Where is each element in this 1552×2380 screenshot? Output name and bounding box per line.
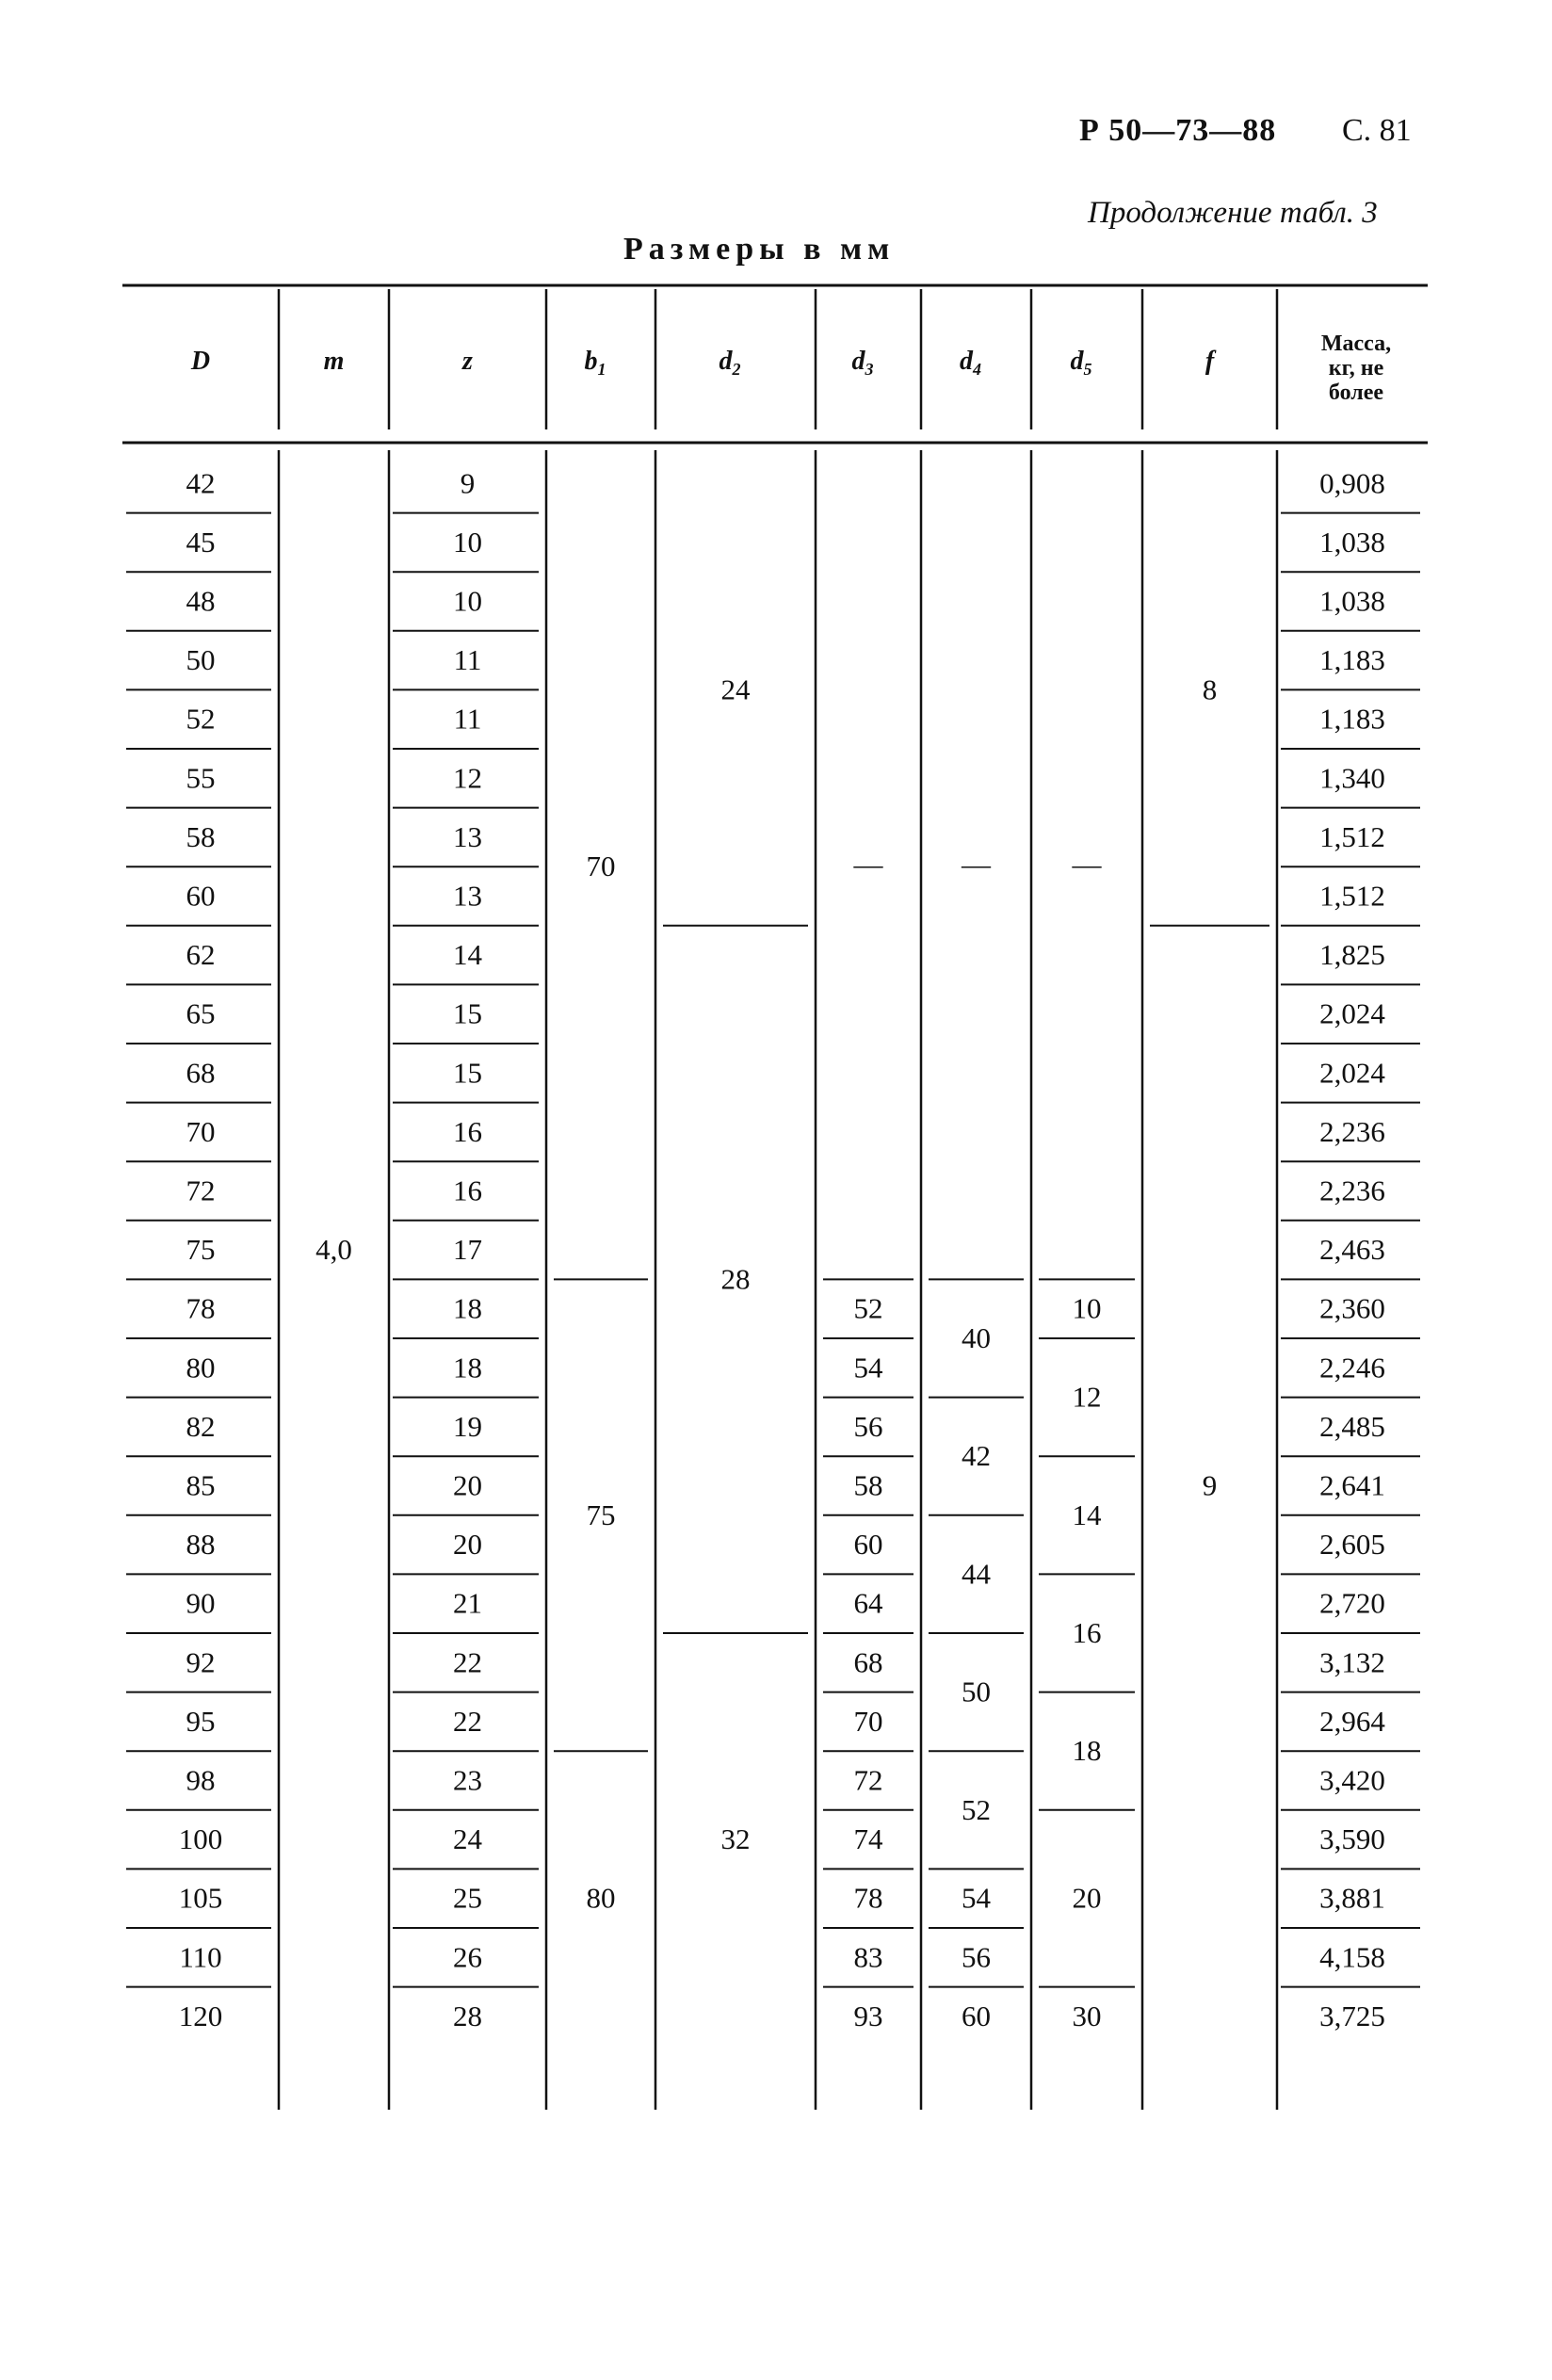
cell-mass: 2,463 (1319, 1233, 1385, 1267)
cell-mass: 3,881 (1319, 1881, 1385, 1915)
header-z: z (462, 347, 473, 376)
cell-D: 70 (186, 1114, 216, 1148)
cell-d3: 93 (853, 1999, 883, 2032)
cell-D: 82 (186, 1409, 216, 1443)
cell-m: 4,0 (315, 1233, 352, 1267)
cell-z: 25 (453, 1881, 482, 1915)
cell-z: 18 (453, 1351, 482, 1384)
cell-d5: 16 (1072, 1616, 1102, 1649)
cell-z: 15 (453, 1056, 482, 1090)
cell-mass: 1,825 (1319, 938, 1385, 972)
cell-d2: 24 (720, 672, 751, 706)
cell-z: 20 (453, 1528, 482, 1562)
cell-mass: 4,158 (1319, 1940, 1385, 1974)
header-d4: $d_4$ (960, 347, 981, 379)
cell-z: 21 (453, 1586, 482, 1620)
cell-d5: 14 (1072, 1498, 1102, 1531)
cell-z: 18 (453, 1291, 482, 1325)
cell-D: 95 (186, 1704, 216, 1738)
cell-d5: — (1072, 848, 1102, 882)
cell-z: 10 (453, 525, 482, 559)
cell-D: 85 (186, 1468, 216, 1502)
cell-d3: 78 (853, 1881, 883, 1915)
cell-d3: 58 (853, 1468, 883, 1502)
cell-mass: 2,641 (1319, 1468, 1385, 1502)
cell-mass: 2,236 (1319, 1174, 1385, 1207)
cell-D: 42 (186, 466, 216, 500)
cell-d4: 60 (962, 1999, 991, 2032)
cell-mass: 1,038 (1319, 584, 1385, 618)
cell-z: 22 (453, 1704, 482, 1738)
cell-D: 48 (186, 584, 216, 618)
cell-mass: 1,512 (1319, 819, 1385, 853)
cell-z: 13 (453, 879, 482, 913)
header-d5-subscript: 5 (1083, 360, 1092, 379)
cell-z: 12 (453, 761, 482, 795)
page-number: С. 81 (1342, 113, 1412, 148)
cell-D: 68 (186, 1056, 216, 1090)
cell-z: 17 (453, 1233, 482, 1267)
cell-d4: 42 (962, 1439, 991, 1473)
cell-f: 8 (1202, 672, 1218, 706)
cell-z: 15 (453, 996, 482, 1030)
cell-d4: 44 (962, 1557, 991, 1591)
cell-d3: 70 (853, 1704, 883, 1738)
header-d3-subscript: 3 (865, 360, 874, 379)
cell-D: 90 (186, 1586, 216, 1620)
cell-mass: 2,720 (1319, 1586, 1385, 1620)
cell-mass: 2,605 (1319, 1528, 1385, 1562)
cell-mass: 1,183 (1319, 643, 1385, 677)
cell-d4: 52 (962, 1792, 991, 1826)
cell-d4: 56 (962, 1940, 991, 1974)
cell-D: 58 (186, 819, 216, 853)
cell-mass: 1,183 (1319, 702, 1385, 736)
cell-mass: 2,024 (1319, 1056, 1385, 1090)
cell-D: 60 (186, 879, 216, 913)
cell-d4: 50 (962, 1675, 991, 1708)
cell-mass: 3,132 (1319, 1645, 1385, 1679)
cell-d5: 12 (1072, 1380, 1102, 1414)
header-d3: $d_3$ (851, 347, 874, 379)
document-code: Р 50—73—88 (1079, 113, 1277, 148)
cell-z: 26 (453, 1940, 482, 1974)
cell-d3: — (853, 848, 883, 882)
header-d5: $d_5$ (1070, 347, 1092, 379)
cell-D: 105 (178, 1881, 223, 1915)
cell-D: 52 (186, 702, 216, 736)
cell-mass: 2,485 (1319, 1409, 1385, 1443)
cell-d3: 64 (853, 1586, 883, 1620)
cell-d5: 18 (1072, 1734, 1102, 1768)
cell-d3: 54 (853, 1351, 883, 1384)
header-mass-line: более (1328, 380, 1384, 405)
cell-mass: 2,236 (1319, 1114, 1385, 1148)
cell-d2: 28 (720, 1262, 751, 1296)
cell-z: 20 (453, 1468, 482, 1502)
cell-mass: 1,340 (1319, 761, 1385, 795)
cell-d3: 72 (853, 1763, 883, 1797)
cell-mass: 2,024 (1319, 996, 1385, 1030)
cell-d3: 60 (853, 1528, 883, 1562)
cell-D: 62 (186, 938, 216, 972)
cell-z: 14 (453, 938, 482, 972)
header-b1: $b_1$ (584, 347, 606, 379)
cell-D: 98 (186, 1763, 216, 1797)
cell-d3: 52 (853, 1291, 883, 1325)
cell-mass: 1,512 (1319, 879, 1385, 913)
cell-D: 65 (186, 996, 216, 1030)
header-D: D (190, 347, 211, 376)
cell-z: 23 (453, 1763, 482, 1797)
cell-d4: 40 (962, 1321, 991, 1354)
cell-D: 80 (186, 1351, 216, 1384)
cell-d5: 30 (1072, 1999, 1102, 2032)
cell-mass: 3,725 (1319, 1999, 1385, 2032)
header-b1-subscript: 1 (597, 360, 606, 379)
table-continuation-caption: Продолжение табл. 3 (1088, 196, 1378, 230)
cell-f: 9 (1202, 1468, 1218, 1502)
header-mass-line: кг, не (1328, 356, 1384, 380)
cell-d5: 10 (1072, 1291, 1102, 1325)
cell-z: 22 (453, 1645, 482, 1679)
cell-D: 120 (178, 1999, 223, 2032)
cell-D: 100 (178, 1822, 223, 1856)
cell-mass: 3,590 (1319, 1822, 1385, 1856)
cell-d5: 20 (1072, 1881, 1102, 1915)
header-mass-line: Масса, (1320, 332, 1392, 356)
cell-D: 110 (179, 1940, 222, 1974)
header-d4-subscript: 4 (973, 360, 981, 379)
cell-z: 9 (460, 466, 476, 500)
cell-z: 19 (453, 1409, 482, 1443)
cell-z: 10 (453, 584, 482, 618)
cell-d3: 56 (853, 1409, 883, 1443)
cell-mass: 3,420 (1319, 1763, 1385, 1797)
cell-D: 50 (186, 643, 216, 677)
cell-mass: 2,360 (1319, 1291, 1385, 1325)
cell-z: 11 (453, 643, 482, 677)
cell-z: 16 (453, 1174, 482, 1207)
cell-d3: 83 (853, 1940, 883, 1974)
cell-D: 78 (186, 1291, 216, 1325)
cell-b1: 70 (586, 850, 616, 883)
cell-z: 24 (453, 1822, 482, 1856)
header-f: f (1204, 347, 1215, 376)
cell-D: 75 (186, 1233, 216, 1267)
cell-d4: — (962, 848, 991, 882)
cell-D: 55 (186, 761, 216, 795)
cell-d4: 54 (962, 1881, 991, 1915)
cell-D: 72 (186, 1174, 216, 1207)
cell-b1: 75 (586, 1498, 616, 1531)
header-d2-subscript: 2 (732, 360, 741, 379)
cell-mass: 2,964 (1319, 1704, 1385, 1738)
cell-mass: 1,038 (1319, 525, 1385, 559)
cell-z: 13 (453, 819, 482, 853)
cell-b1: 80 (586, 1881, 616, 1915)
cell-D: 45 (186, 525, 216, 559)
cell-d3: 68 (853, 1645, 883, 1679)
cell-d2: 32 (720, 1822, 751, 1856)
cell-z: 11 (453, 702, 482, 736)
cell-D: 88 (186, 1528, 216, 1562)
cell-D: 92 (186, 1645, 216, 1679)
units-caption: Размеры в мм (623, 232, 896, 267)
header-m: m (323, 347, 345, 376)
header-d2: $d_2$ (719, 347, 741, 379)
cell-d3: 74 (853, 1822, 883, 1856)
cell-mass: 2,246 (1319, 1351, 1385, 1384)
cell-z: 28 (453, 1999, 482, 2032)
cell-z: 16 (453, 1114, 482, 1148)
cell-mass: 0,908 (1319, 466, 1385, 500)
